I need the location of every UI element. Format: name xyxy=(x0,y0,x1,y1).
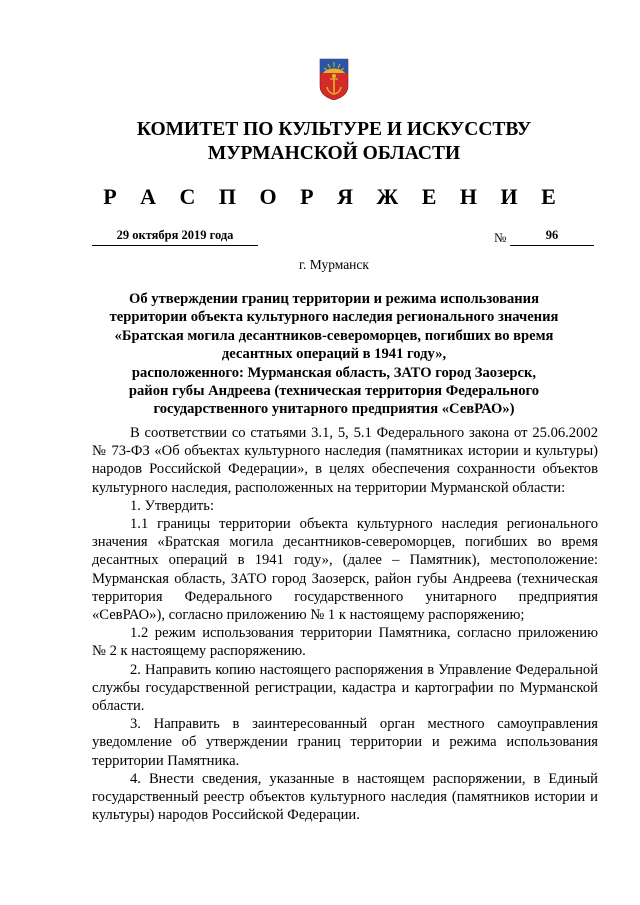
title-line: государственного унитарного предприятия «СевРАО») xyxy=(153,401,515,418)
document-type: Р А С П О Р Я Ж Е Н И Е xyxy=(103,184,565,209)
document-number: 96 xyxy=(545,228,559,242)
body-paragraph: 1.2 режим использования территории Памятника, согласно приложению № 2 к настоящему распоряжению. xyxy=(92,625,598,660)
city: г. Мурманск xyxy=(299,257,369,272)
body-paragraph: 2. Направить копию настоящего распоряжения в Управление Федеральной службы государственной регистрации, кадастра и картографии по Мурманской области. xyxy=(92,661,598,715)
title-line: десантных операций в 1941 году», xyxy=(221,346,447,363)
document-title xyxy=(70,290,598,419)
body-paragraph: В соответствии со статьями 3.1, 5, 5.1 Федерального закона от 25.06.2002 № 73-ФЗ «Об объектах культурного наследия (памятниках истории и культуры) народов Российской Федерации», в целях обеспечения сохранности объектов культурного наследия, расположенных на территории Мурманской области: xyxy=(92,425,598,496)
body-paragraph: 3. Направить в заинтересованный орган местного самоуправления уведомление об утверждении границ территории и режима использования территории Памятника. xyxy=(92,716,598,769)
org-line-2: МУРМАНСКОЙ ОБЛАСТИ xyxy=(207,143,461,164)
title-line: территории объекта культурного наследия регионального значения xyxy=(109,309,559,326)
title-line: Об утверждении границ территории и режима использования xyxy=(129,291,539,307)
murmansk-coat-of-arms-icon xyxy=(319,58,349,100)
title-line: расположенного: Мурманская область, ЗАТО город Заозерск, xyxy=(131,364,537,381)
body-paragraph: 1.1 границы территории объекта культурного наследия регионального значения «Братская могила десантников-североморцев, погибших во время десантных операций в 1941 году», (далее – Памятник), местоположение: Мурманская область, ЗАТО город Заозерск, район губы Андреева (техническая территория Федерального государственного унитарного предприятия «СевРАО»), согласно приложению № 1 к настоящему распоряжению; xyxy=(92,516,598,624)
document-date: 29 октября 2019 года xyxy=(116,228,234,242)
organization-name xyxy=(60,118,608,166)
date-field xyxy=(92,228,258,246)
number-field xyxy=(510,228,594,246)
number-sign: № xyxy=(494,230,507,245)
body-paragraph: 1. Утвердить: xyxy=(130,497,215,514)
title-line: «Братская могила десантников-североморцев, погибших во время xyxy=(114,327,554,344)
org-line-1: КОМИТЕТ ПО КУЛЬТУРЕ И ИСКУССТВУ xyxy=(136,119,532,140)
document-body xyxy=(92,424,598,824)
body-paragraph: 4. Внести сведения, указанные в настоящем распоряжении, в Единый государственный реестр объектов культурного наследия (памятников истории и культуры) народов Российской Федерации. xyxy=(92,770,598,824)
title-line: район губы Андреева (техническая территория Федерального xyxy=(128,383,540,400)
